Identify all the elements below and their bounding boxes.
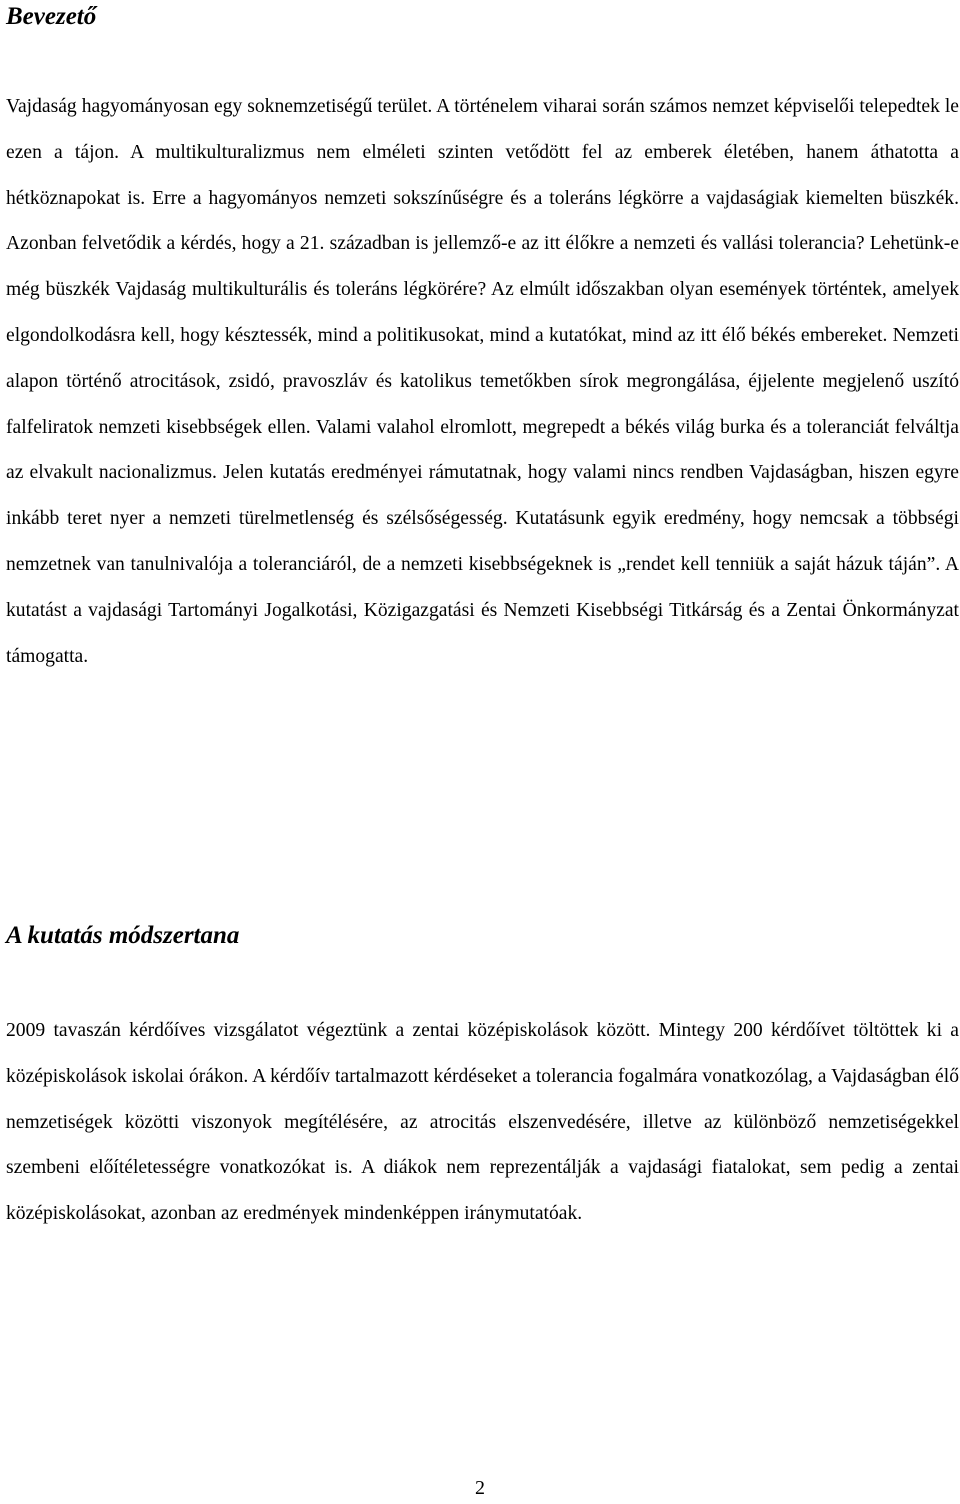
section-heading-introduction: Bevezető <box>6 3 97 30</box>
introduction-paragraph: Vajdaság hagyományosan egy soknemzetiségű terület. A történelem viharai során számos nemzet képviselői telepedtek le ezen a tájon. A multikulturalizmus nem elméleti szinten vetődött fel az emberek életében, hanem áthatotta a hétköznapokat is. Erre a hagyományos nemzeti sokszínűségre és a toleráns légkörre a vajdaságiak kiemelten büszkék. Azonban felvetődik a kérdés, hogy a 21. században is jellemző-e az itt élőkre a nemzeti és vallási tolerancia? Lehetünk-e még büszkék Vajdaság multikulturális és toleráns légkörére? Az elmúlt időszakban olyan események történtek, amelyek elgondolkodásra kell, hogy késztessék, mind a politikusokat, mind a kutatókat, mind az itt élő békés embereket. Nemzeti alapon történő atrocitások, zsidó, pravoszláv és katolikus temetőkben sírok megrongálása, éjjelente megjelenő uszító falfeliratok nemzeti kisebbségek ellen. Valami valahol elromlott, megrepedt a békés világ burka és a toleranciát felváltja az elvakult nacionalizmus. Jelen kutatás eredményei rámutatnak, hogy valami nincs rendben Vajdaságban, hiszen egyre inkább teret nyer a nemzeti türelmetlenség és szélsőségesség. Kutatásunk egyik eredmény, hogy nemcsak a többségi nemzetnek van tanulnivalója a toleranciáról, de a nemzeti kisebbségeknek is „rendet kell tenniük a saját házuk táján”. A kutatást a vajdasági Tartományi Jogalkotási, Közigazgatási és Nemzeti Kisebbségi Titkárság és a Zentai Önkormányzat támogatta. <box>6 96 959 667</box>
methodology-paragraph: 2009 tavaszán kérdőíves vizsgálatot végeztünk a zentai középiskolások között. Mintegy 200 kérdőívet töltöttek ki a középiskolások iskolai órákon. A kérdőív tartalmazott kérdéseket a tolerancia fogalmára vonatkozólag, a Vajdaságban élő nemzetiségek közötti viszonyok megítélésére, az atrocitás elszenvedésére, illetve az különböző nemzetiségekkel szembeni előítéletességre vonatkozókat is. A diákok nem reprezentálják a vajdasági fiatalokat, sem pedig a zentai középiskolásokat, azonban az eredmények mindenképpen iránymutatóak. <box>6 1020 959 1225</box>
section-heading-methodology: A kutatás módszertana <box>6 922 240 949</box>
page-number: 2 <box>475 1477 485 1499</box>
